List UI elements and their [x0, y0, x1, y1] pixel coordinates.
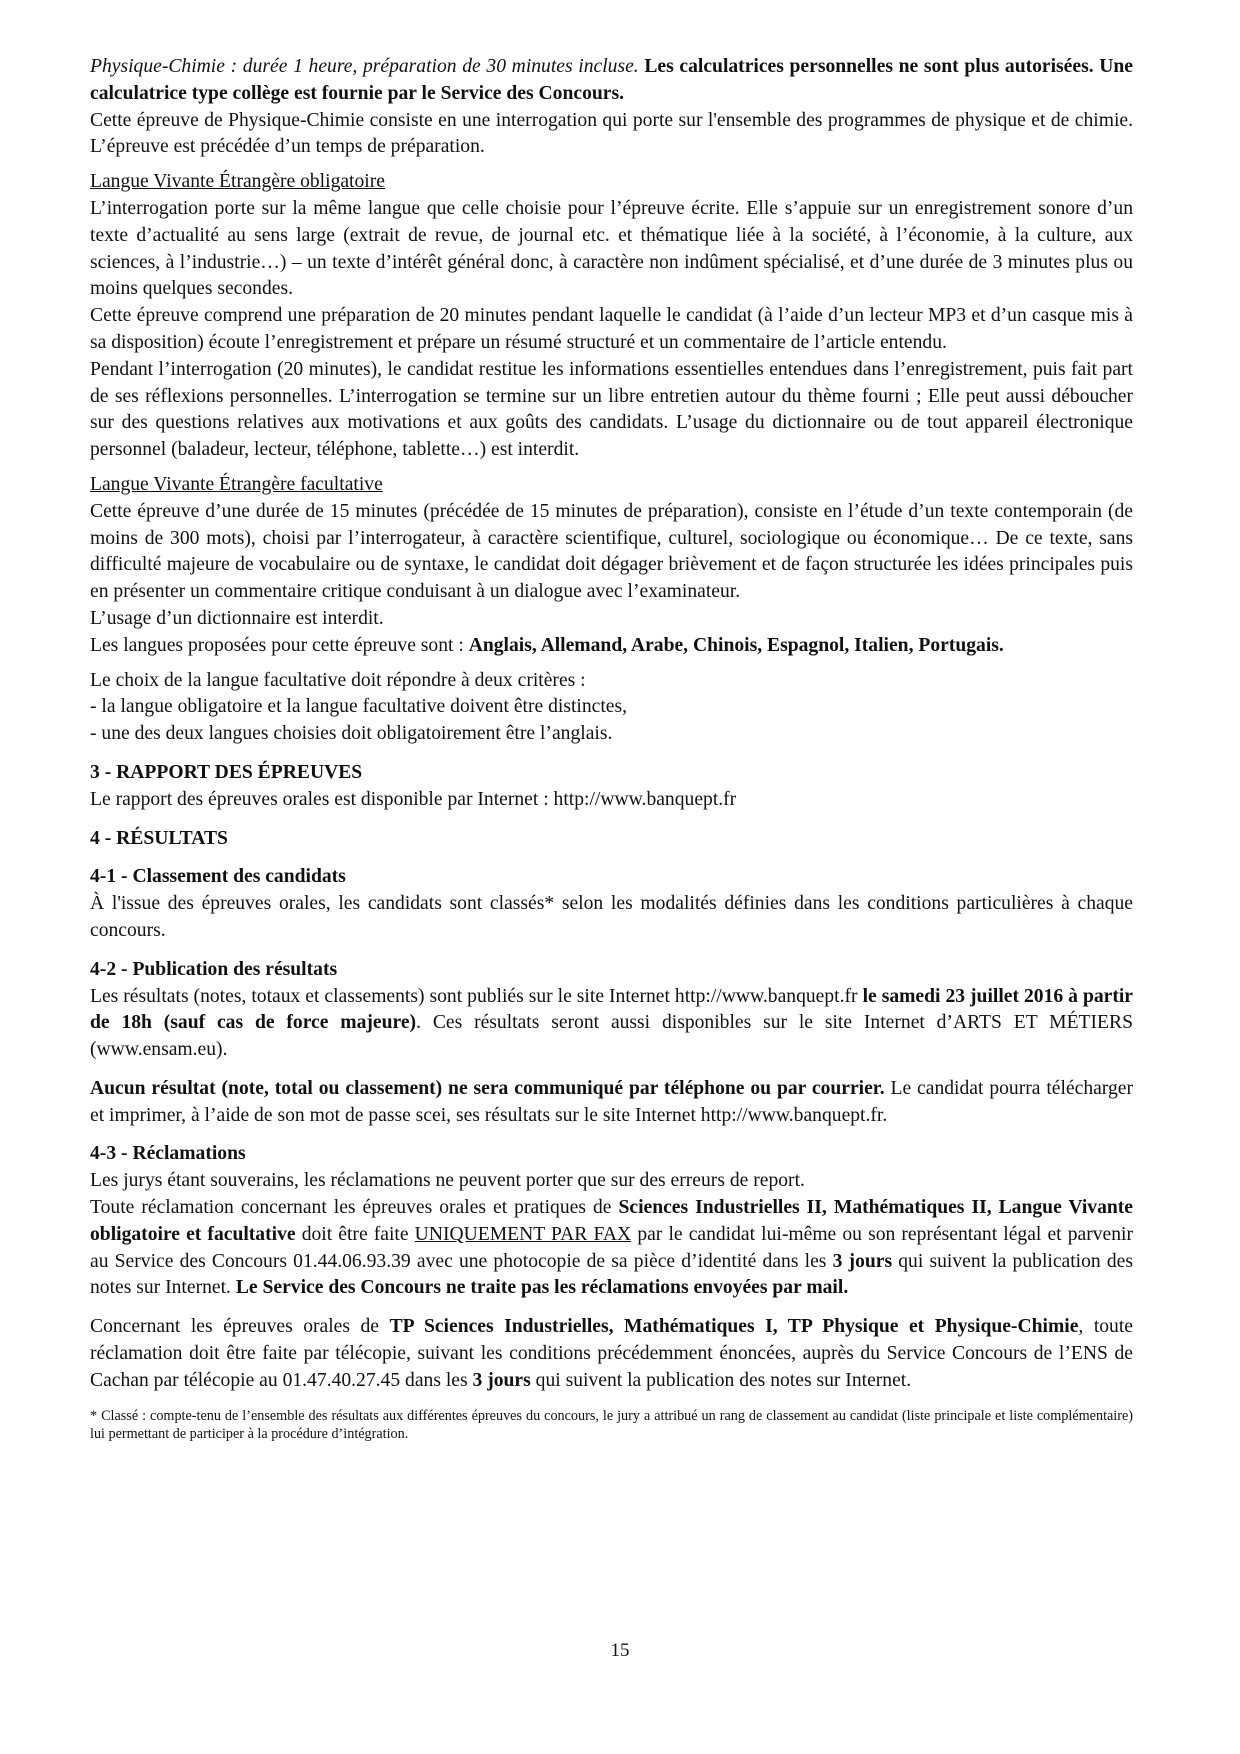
reclamations-p2: Toute réclamation concernant les épreuves orales et pratiques de Sciences Industrielles II, Mathématiques II, Langue Vivante obligatoire et facultative doit être faite UNIQUEMENT PAR FAX par le candidat lui-même ou son représentant légal et parvenir au Service des Concours 01.44.06.93.39 avec une photocopie de sa pièce d’identité dans les 3 jours qui suivent la publication des notes sur Internet. Le Service des Concours ne traite pas les réclamations envoyées par mail.	[90, 1197, 1133, 1299]
lv-facultative-criterion-1: - la langue obligatoire et la langue facultative doivent être distinctes,	[90, 696, 627, 718]
lv-facultative-p2: L’usage d’un dictionnaire est interdit.	[90, 607, 384, 629]
reclamations-p1: Les jurys étant souverains, les réclamations ne peuvent porter que sur des erreurs de report.	[90, 1170, 805, 1192]
publication-heading: 4-2 - Publication des résultats	[90, 958, 338, 980]
physique-chimie-description: Cette épreuve de Physique-Chimie consiste en une interrogation qui porte sur l'ensemble des programmes de physique et de chimie. L’épreuve est précédée d’un temps de préparation.	[90, 109, 1133, 158]
classement-heading: 4-1 - Classement des candidats	[90, 866, 346, 888]
lv-facultative-criterion-2: - une des deux langues choisies doit obligatoirement être l’anglais.	[90, 723, 613, 745]
resultats-heading: 4 - RÉSULTATS	[90, 827, 228, 849]
reclamations-p3: Concernant les épreuves orales de TP Sciences Industrielles, Mathématiques I, TP Physique et Physique-Chimie, toute réclamation doit être faite par télécopie, suivant les conditions précédemment énoncées, auprès du Service Concours de l’ENS de Cachan par télécopie au 01.47.40.27.45 dans les 3 jours qui suivent la publication des notes sur Internet.	[90, 1316, 1133, 1391]
reclamations-heading: 4-3 - Réclamations	[90, 1143, 246, 1165]
page-number: 15	[610, 1640, 630, 1661]
lv-obligatoire-p3: Pendant l’interrogation (20 minutes), le candidat restitue les informations essentielles entendues dans l’enregistrement, puis fait part de ses réflexions personnelles. L’interrogation se termine sur un libre entretien autour du thème fourni ; Elle peut aussi déboucher sur des questions relatives aux motivations et aux goûts des candidats. L’usage du dictionnaire ou de tout appareil électronique personnel (baladeur, lecteur, téléphone, tablette…) est interdit.	[90, 358, 1133, 461]
lv-facultative-p1: Cette épreuve d’une durée de 15 minutes (précédée de 15 minutes de préparation), consiste en l’étude d’un texte contemporain (de moins de 300 mots), choisi par l’interrogateur, à caractère scientifique, culturel, sociologique ou économique… De ce texte, sans difficulté majeure de vocabulaire ou de syntaxe, le candidat doit dégager brièvement et de façon structurée les idées principales puis en présenter un commentaire critique conduisant à un dialogue avec l’examinateur.	[90, 500, 1133, 603]
rapport-text: Le rapport des épreuves orales est disponible par Internet : http://www.banquept.fr	[90, 788, 737, 810]
rapport-heading: 3 - RAPPORT DES ÉPREUVES	[90, 761, 363, 783]
lv-obligatoire-p2: Cette épreuve comprend une préparation de 20 minutes pendant laquelle le candidat (à l’aide d’un lecteur MP3 et d’un casque mis à sa disposition) écoute l’enregistrement et prépare un résumé structuré et un commentaire de l’article entendu.	[90, 305, 1133, 353]
aucun-resultat-paragraph: Aucun résultat (note, total ou classement) ne sera communiqué par téléphone ou par courrier. Le candidat pourra télécharger et imprimer, à l’aide de son mot de passe scei, ses résultats sur le site Internet http://www.banquept.fr.	[90, 1077, 1134, 1126]
lv-facultative-choice: Le choix de la langue facultative doit répondre à deux critères :	[90, 669, 586, 691]
classement-text: À l'issue des épreuves orales, les candidats sont classés* selon les modalités définies dans les conditions particulières à chaque concours.	[90, 893, 1133, 941]
document-page	[90, 54, 1133, 1443]
physique-chimie-paragraph: Physique-Chimie : durée 1 heure, préparation de 30 minutes incluse. Les calculatrices personnelles ne sont plus autorisées. Une calculatrice type collège est fournie par le Service des Concours.	[90, 56, 1133, 104]
lv-facultative-languages: Les langues proposées pour cette épreuve sont : Anglais, Allemand, Arabe, Chinois, Espagnol, Italien, Portugais.	[90, 634, 1004, 656]
lv-obligatoire-p1: L’interrogation porte sur la même langue que celle choisie pour l’épreuve écrite. Elle s’appuie sur un enregistrement sonore d’un texte d’actualité au sens large (extrait de revue, de journal etc. et thématique liée à la société, à l’économie, à la culture, aux sciences, à l’industrie…) – un texte d’intérêt général donc, à caractère non indûment spécialisé, et d’une durée de 3 minutes plus ou moins quelques secondes.	[90, 197, 1133, 300]
lv-obligatoire-heading: Langue Vivante Étrangère obligatoire	[90, 171, 385, 193]
publication-text: Les résultats (notes, totaux et classements) sont publiés sur le site Internet http://www.banquept.fr le samedi 23 juillet 2016 à partir de 18h (sauf cas de force majeure). Ces résultats seront aussi disponibles sur le site Internet d’ARTS ET MÉTIERS (www.ensam.eu).	[90, 985, 1134, 1061]
footnote: * Classé : compte-tenu de l’ensemble des résultats aux différentes épreuves du concours, le jury a attribué un rang de classement au candidat (liste principale et liste complémentaire) lui permettant de participer à la procédure d’intégration.	[90, 1407, 1133, 1442]
lv-facultative-heading: Langue Vivante Étrangère facultative	[90, 473, 383, 495]
